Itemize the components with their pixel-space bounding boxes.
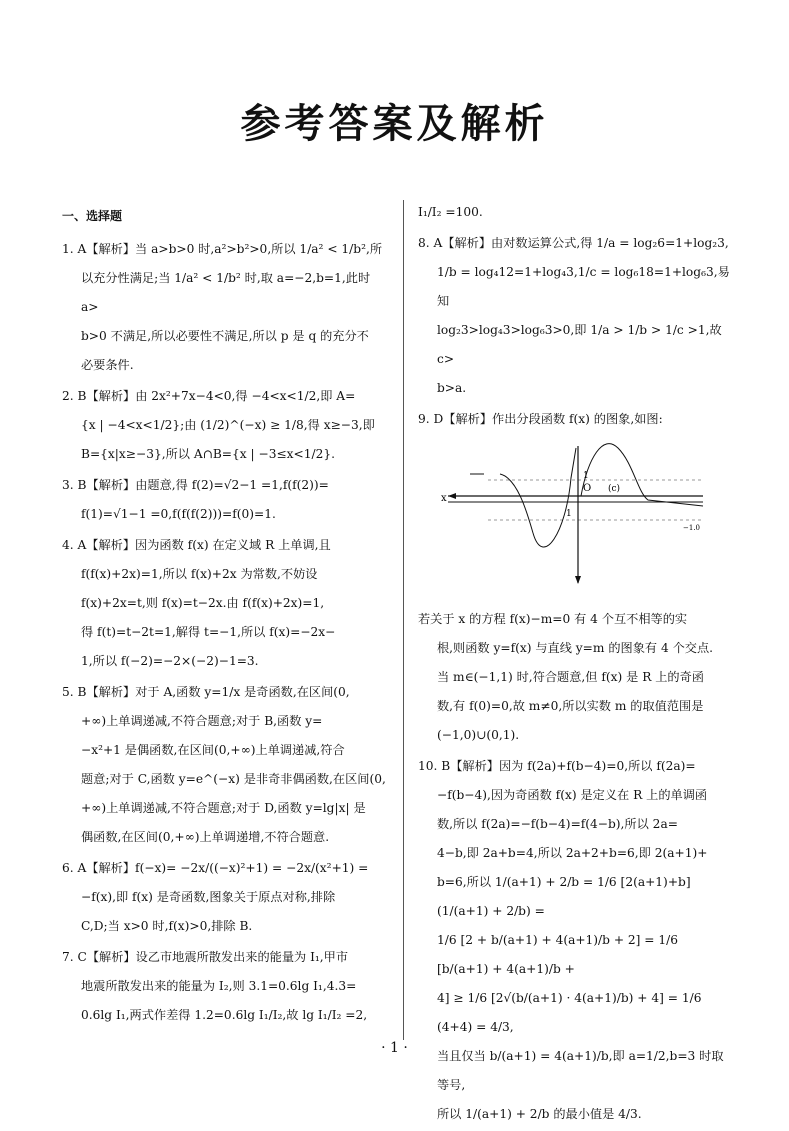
origin-label: O — [583, 483, 592, 494]
answer-line: 得 f(t)=t−2t=1,解得 t=−1,所以 f(x)=−2x− — [81, 625, 336, 639]
answer-line: 6. A【解析】f(−x)= −2x/((−x)²+1) = −2x/(x²+1) = — [62, 861, 369, 875]
answer-line: b=6,所以 1/(a+1) + 2/b = 1/6 [2(a+1)+b](1/(a+1) + 2/b) = — [437, 875, 691, 918]
answer-line: 8. A【解析】由对数运算公式,得 1/a = log₂6=1+log₂3, — [418, 236, 729, 250]
right-answers-top — [418, 198, 730, 434]
answer-line: B={x|x≥−3},所以 A∩B={x | −3≤x<1/2}. — [81, 447, 335, 461]
answer-line: 1/6 [2 + b/(a+1) + 4(a+1)/b + 2] = 1/6 [b/(a+1) + 4(a+1)/b + — [437, 933, 679, 976]
answer-item — [62, 678, 388, 852]
answer-line: −f(b−4),因为奇函数 f(x) 是定义在 R 上的单调函 — [437, 788, 708, 802]
answer-line: 4−b,即 2a+b=4,所以 2a+2+b=6,即 2(a+1)+ — [437, 846, 708, 860]
axis-x-label: x — [441, 493, 447, 504]
answer-line: 偶函数,在区间(0,+∞)上单调递增,不符合题意. — [81, 830, 330, 844]
answer-line: +∞)上单调递减,不符合题意;对于 B,函数 y= — [81, 714, 323, 728]
answer-line: f(1)=√1−1 =0,f(f(f(2)))=f(0)=1. — [81, 507, 276, 521]
column-divider — [403, 200, 404, 1040]
answer-line: 当 m∈(−1,1) 时,符合题意,但 f(x) 是 R 上的奇函 — [437, 670, 704, 684]
answer-item — [418, 229, 730, 403]
left-column — [62, 198, 388, 1032]
answer-line: 必要条件. — [81, 358, 134, 372]
answer-line: f(x)+2x=t,则 f(x)=t−2x.由 f(f(x)+2x)=1, — [81, 596, 325, 610]
answer-line: 地震所散发出来的能量为 I₂,则 3.1=0.6lg I₁,4.3= — [81, 979, 357, 993]
answer-item — [62, 235, 388, 380]
answer-line: 以充分性满足;当 1/a² < 1/b² 时,取 a=−2,b=1,此时 a> — [81, 271, 371, 314]
answer-line: b>a. — [437, 381, 467, 395]
answer-line: 所以 1/(a+1) + 2/b 的最小值是 4/3. — [437, 1107, 642, 1121]
answer-line: 9. D【解析】作出分段函数 f(x) 的图象,如图: — [418, 412, 663, 426]
answer-line: I₁/I₂ =100. — [418, 205, 483, 219]
answer-item — [62, 854, 388, 941]
answer-item — [418, 605, 730, 750]
answer-item — [62, 382, 388, 469]
answer-line: 1,所以 f(−2)=−2×(−2)−1=3. — [81, 654, 259, 668]
answer-line: 当且仅当 b/(a+1) = 4(a+1)/b,即 a=1/2,b=3 时取等号, — [437, 1049, 724, 1092]
answer-line: f(f(x)+2x)=1,所以 f(x)+2x 为常数,不妨设 — [81, 567, 318, 581]
label-one-top: 1 — [583, 471, 589, 481]
answer-line: 数,有 f(0)=0,故 m≠0,所以实数 m 的取值范围是 — [437, 699, 704, 713]
answer-line: +∞)上单调递减,不符合题意;对于 D,函数 y=lg|x| 是 — [81, 801, 366, 815]
answer-line: 1/b = log₄12=1+log₄3,1/c = log₆18=1+log₆3,易知 — [437, 265, 730, 308]
answer-line: {x | −4<x<1/2};由 (1/2)^(−x) ≥ 1/8,得 x≥−3,即 — [81, 418, 375, 432]
answer-line: 若关于 x 的方程 f(x)−m=0 有 4 个互不相等的实 — [418, 612, 688, 626]
answer-item — [418, 198, 730, 227]
function-graph-figure — [438, 438, 730, 599]
answer-item — [418, 405, 730, 434]
answer-item — [418, 752, 730, 1129]
page-title: 参考答案及解析 — [240, 101, 549, 147]
answer-line: 2. B【解析】由 2x²+7x−4<0,得 −4<x<1/2,即 A= — [62, 389, 356, 403]
answer-item — [62, 471, 388, 529]
answer-line: 7. C【解析】设乙市地震所散发出来的能量为 I₁,甲市 — [62, 950, 349, 964]
piecewise-graph — [438, 438, 710, 588]
answer-item — [62, 531, 388, 676]
answer-line: 1. A【解析】当 a>b>0 时,a²>b²>0,所以 1/a² < 1/b²,所 — [62, 242, 383, 256]
answer-line: 根,则函数 y=f(x) 与直线 y=m 的图象有 4 个交点. — [437, 641, 714, 655]
right-column — [418, 198, 730, 1131]
label-one-bottom: 1 — [566, 509, 572, 519]
section-heading: 一、选择题 — [62, 209, 123, 223]
answer-line: 4. A【解析】因为函数 f(x) 在定义域 R 上单调,且 — [62, 538, 331, 552]
answer-line: −x²+1 是偶函数,在区间(0,+∞)上单调递减,符合 — [81, 743, 345, 757]
answer-line: log₂3>log₄3>log₆3>0,即 1/a > 1/b > 1/c >1,故 c> — [437, 323, 722, 366]
answer-line: 0.6lg I₁,两式作差得 1.2=0.6lg I₁/I₂,故 lg I₁/I₂ =2, — [81, 1008, 368, 1022]
answer-item — [62, 943, 388, 1030]
curve-label: (c) — [608, 484, 621, 494]
answer-line: b>0 不满足,所以必要性不满足,所以 p 是 q 的充分不 — [81, 329, 369, 343]
answer-line: 10. B【解析】因为 f(2a)+f(b−4)=0,所以 f(2a)= — [418, 759, 696, 773]
answer-line: 题意;对于 C,函数 y=e^(−x) 是非奇非偶函数,在区间(0, — [81, 772, 386, 786]
answer-line: C,D;当 x>0 时,f(x)>0,排除 B. — [81, 919, 253, 933]
answer-line: 数,所以 f(2a)=−f(b−4)=f(4−b),所以 2a= — [437, 817, 678, 831]
left-answers — [62, 235, 388, 1030]
page-number: · 1 · — [381, 1040, 408, 1056]
label-minus-one: −1.0 — [683, 524, 700, 532]
answer-line: −f(x),即 f(x) 是奇函数,图象关于原点对称,排除 — [81, 890, 336, 904]
answer-line: 3. B【解析】由题意,得 f(2)=√2−1 =1,f(f(2))= — [62, 478, 329, 492]
answer-line: 5. B【解析】对于 A,函数 y=1/x 是奇函数,在区间(0, — [62, 685, 350, 699]
answer-line: (−1,0)∪(0,1). — [437, 728, 520, 742]
answer-line: 4] ≥ 1/6 [2√(b/(a+1) · 4(a+1)/b) + 4] = 1/6 (4+4) = 4/3, — [437, 991, 702, 1034]
